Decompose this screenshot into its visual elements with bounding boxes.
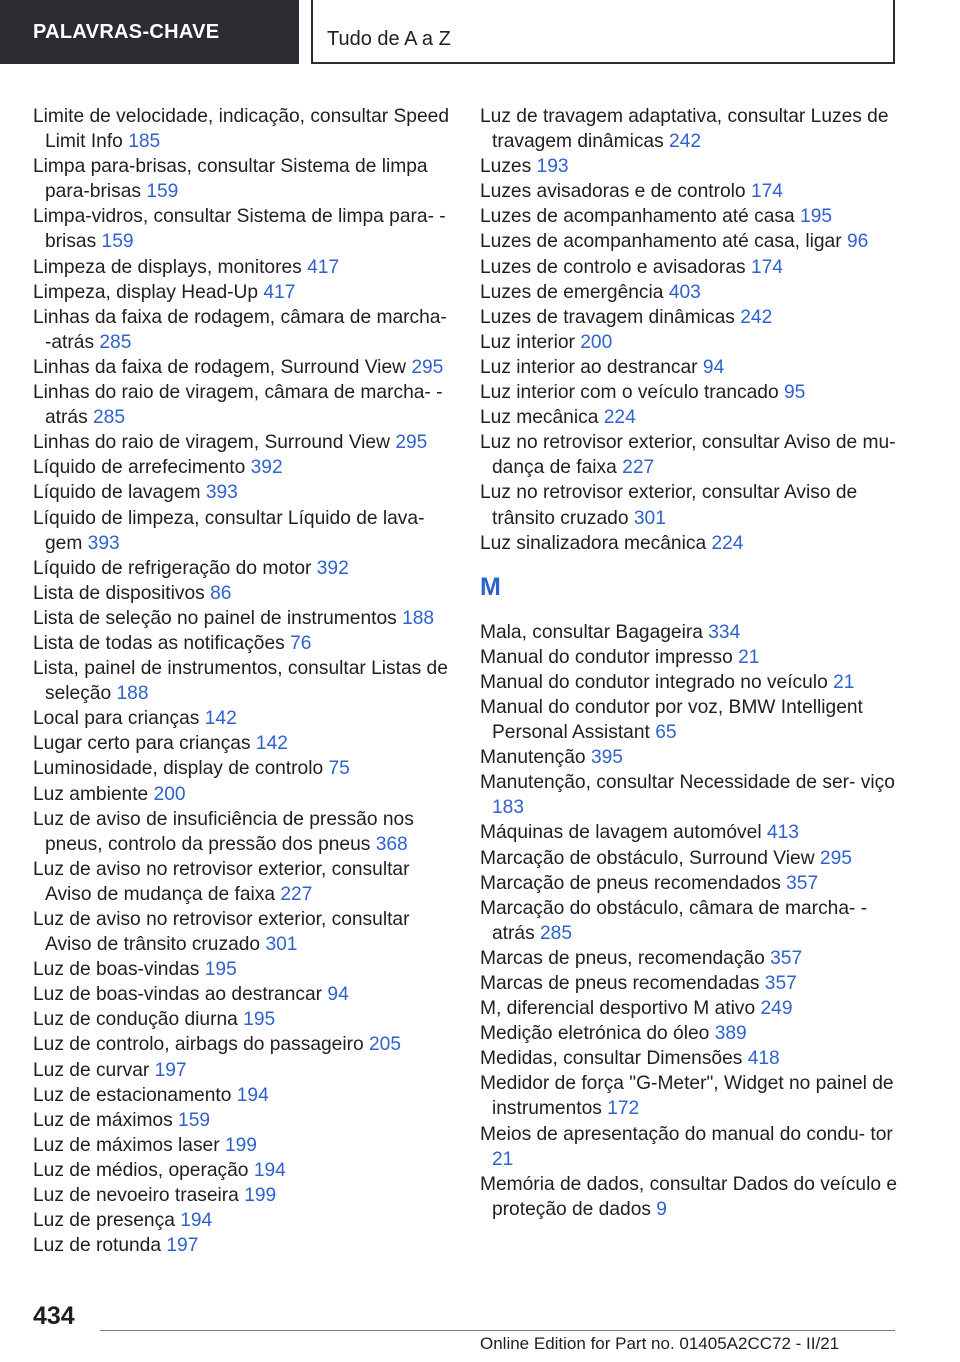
entry-term: Luz ambiente: [33, 783, 149, 805]
entry-term: Mala, consultar Bagageira: [480, 621, 703, 643]
page-link[interactable]: 199: [244, 1185, 277, 1207]
page-link[interactable]: 174: [750, 181, 783, 203]
entry-term: Memória de dados, consultar Dados do veículo e proteção de dados: [480, 1173, 898, 1220]
index-entry: [480, 480, 902, 530]
page-link[interactable]: 95: [783, 382, 806, 404]
index-entry: [33, 1108, 453, 1133]
index-entry: [480, 1071, 902, 1121]
entry-term: Luzes de emergência: [480, 281, 664, 303]
entry-term: Luz interior: [480, 331, 575, 353]
entry-term: Luz de médios, operação: [33, 1159, 249, 1181]
index-entry: [33, 807, 453, 857]
page-link[interactable]: 392: [250, 457, 283, 479]
subsection-tab[interactable]: Tudo de A a Z: [311, 0, 895, 64]
index-group-m: [480, 620, 902, 1222]
entry-term: Local para crianças: [33, 708, 200, 730]
entry-term: Luzes de acompanhamento até casa, ligar: [480, 231, 842, 253]
index-entry: [33, 104, 453, 154]
page-link[interactable]: 96: [846, 231, 869, 253]
page-link[interactable]: 417: [307, 256, 340, 278]
index-entry: [33, 380, 453, 430]
page-link[interactable]: 142: [255, 733, 288, 755]
page-link[interactable]: 193: [536, 156, 569, 178]
page-link[interactable]: 295: [411, 356, 444, 378]
page-link[interactable]: 417: [263, 281, 296, 303]
page-link[interactable]: 224: [711, 532, 744, 554]
entry-term: Manual do condutor por voz, BMW Intelligent Personal Assistant: [480, 696, 863, 744]
page-link[interactable]: 159: [101, 231, 134, 253]
entry-term: Luzes avisadoras e de controlo: [480, 181, 746, 203]
page-link[interactable]: 188: [402, 607, 435, 629]
page-link[interactable]: 242: [669, 131, 702, 153]
page-link[interactable]: 413: [766, 822, 799, 844]
entry-term: Luz no retrovisor exterior, consultar Aviso de mu- dança de faixa: [480, 432, 896, 479]
page-link[interactable]: 242: [740, 306, 773, 328]
entry-term: Lista de seleção no painel de instrumentos: [33, 607, 397, 629]
page-link[interactable]: 227: [280, 883, 313, 905]
entry-term: Líquido de arrefecimento: [33, 457, 246, 479]
page-link[interactable]: 94: [702, 356, 725, 378]
entry-term: Luzes: [480, 156, 532, 178]
page-link[interactable]: 227: [622, 457, 655, 479]
index-entry: [480, 946, 902, 971]
page-link[interactable]: 357: [770, 947, 803, 969]
page-link[interactable]: 295: [395, 432, 428, 454]
page-link[interactable]: 285: [93, 407, 126, 429]
entry-term: Linhas da faixa de rodagem, câmara de marcha- -atrás: [33, 306, 447, 353]
entry-term: Luz de controlo, airbags do passageiro: [33, 1034, 364, 1056]
page-number: 434: [33, 1302, 75, 1330]
entry-term: Luz no retrovisor exterior, consultar Aviso de trânsito cruzado: [480, 482, 858, 529]
index-entry: [33, 355, 453, 380]
page-link[interactable]: 357: [764, 973, 797, 994]
page-link[interactable]: 194: [253, 1159, 286, 1181]
entry-term: Luz de travagem adaptativa, consultar Luzes de travagem dinâmicas: [480, 106, 889, 153]
index-column-right: [480, 104, 902, 1222]
entry-term: Máquinas de lavagem automóvel: [480, 822, 762, 844]
entry-term: Meios de apresentação do manual do condu- tor: [480, 1123, 893, 1145]
index-entry: [480, 1172, 902, 1222]
entry-term: Líquido de lavagem: [33, 482, 201, 504]
index-entry: [33, 1158, 453, 1183]
entry-term: Luz de máximos laser: [33, 1134, 220, 1156]
entry-term: Medição eletrónica do óleo: [480, 1023, 710, 1045]
page-link[interactable]: 200: [153, 783, 186, 805]
index-entry: [480, 531, 902, 556]
entry-term: Manual do condutor integrado no veículo: [480, 671, 828, 693]
entry-term: Líquido de limpeza, consultar Líquido de lava- gem: [33, 507, 425, 554]
index-entry: [33, 756, 453, 781]
page-link[interactable]: 334: [708, 621, 741, 643]
page-link[interactable]: 172: [607, 1098, 640, 1120]
entry-term: Luz de curvar: [33, 1059, 150, 1081]
entry-term: Limpa para-brisas, consultar Sistema de limpa para-brisas: [33, 156, 428, 203]
index-entry: [33, 154, 453, 204]
index-entry: [480, 1021, 902, 1046]
index-entry: [480, 820, 902, 845]
entry-term: Marcas de pneus recomendadas: [480, 973, 760, 994]
index-entry: [33, 1208, 453, 1233]
entry-term: Líquido de refrigeração do motor: [33, 557, 312, 579]
index-entry: [480, 695, 902, 745]
page-link[interactable]: 200: [580, 331, 613, 353]
page-link[interactable]: 188: [116, 683, 149, 705]
page-link[interactable]: 224: [603, 407, 636, 429]
page-link[interactable]: 197: [166, 1235, 199, 1257]
page-link[interactable]: 403: [668, 281, 701, 303]
page-link[interactable]: 194: [180, 1210, 213, 1232]
entry-term: Linhas do raio de viragem, câmara de marcha- -atrás: [33, 382, 443, 429]
entry-term: Marcas de pneus, recomendação: [480, 947, 765, 969]
index-entry: [33, 857, 453, 907]
page-link[interactable]: 65: [655, 722, 677, 744]
page-link[interactable]: 195: [243, 1009, 276, 1031]
entry-term: Manual do condutor impresso: [480, 646, 733, 668]
index-entry: [33, 706, 453, 731]
index-entry: [480, 430, 902, 480]
page-link[interactable]: 75: [328, 758, 350, 780]
entry-term: Limpeza, display Head-Up: [33, 281, 259, 303]
entry-term: Manutenção, consultar Necessidade de ser- viço: [480, 772, 895, 794]
page-link[interactable]: 418: [747, 1048, 780, 1070]
page-link[interactable]: 249: [760, 998, 793, 1020]
index-entry: [33, 656, 453, 706]
page-header: [0, 0, 960, 66]
index-entry: [33, 1233, 453, 1258]
index-entry: [33, 581, 453, 606]
page-link[interactable]: 9: [656, 1198, 667, 1220]
index-entry: [33, 982, 453, 1007]
index-entry: [33, 1058, 453, 1083]
index-entry: [480, 179, 902, 204]
index-entry: [480, 330, 902, 355]
index-entry: [33, 606, 453, 631]
index-entry: [480, 620, 902, 645]
page-link[interactable]: 197: [154, 1059, 187, 1081]
entry-term: Linhas da faixa de rodagem, Surround View: [33, 356, 406, 378]
entry-term: Luz de rotunda: [33, 1235, 162, 1257]
index-entry: [480, 255, 902, 280]
index-entry: [33, 782, 453, 807]
index-entry: [33, 204, 453, 254]
index-entry: [33, 1032, 453, 1057]
index-entry: [33, 731, 453, 756]
page-link[interactable]: 86: [210, 582, 232, 604]
index-entry: [480, 405, 902, 430]
index-entry: [480, 971, 902, 996]
index-entry: [480, 305, 902, 330]
page-link[interactable]: 295: [819, 847, 852, 869]
page-link[interactable]: 301: [633, 507, 666, 529]
page-link[interactable]: 195: [204, 959, 237, 981]
index-entry: [480, 355, 902, 380]
page-link[interactable]: 285: [99, 331, 132, 353]
entry-term: Luzes de acompanhamento até casa: [480, 206, 795, 228]
entry-term: Limite de velocidade, indicação, consultar Speed Limit Info: [33, 106, 449, 153]
entry-term: Luz de aviso de insuficiência de pressão nos pneus, controlo da pressão dos pneus: [33, 808, 414, 855]
entry-term: Limpa-vidros, consultar Sistema de limpa para- -brisas: [33, 206, 446, 253]
entry-term: Lista, painel de instrumentos, consultar Listas de seleção: [33, 658, 448, 705]
index-entry: [33, 631, 453, 656]
footer-divider: [100, 1330, 895, 1331]
entry-term: Manutenção: [480, 747, 586, 769]
page-link[interactable]: 76: [290, 632, 312, 654]
index-entry: [480, 154, 902, 179]
index-entry: [33, 455, 453, 480]
index-entry: [480, 645, 902, 670]
page-link[interactable]: 21: [833, 671, 855, 693]
index-entry: [33, 1183, 453, 1208]
index-entry: [33, 957, 453, 982]
page-link[interactable]: 357: [786, 872, 819, 894]
index-entry: [480, 204, 902, 229]
entry-term: Luz de condução diurna: [33, 1009, 238, 1031]
entry-term: Linhas do raio de viragem, Surround View: [33, 432, 390, 454]
index-entry: [33, 556, 453, 581]
index-entry: [480, 745, 902, 770]
page-link[interactable]: 183: [492, 797, 525, 819]
index-entry: [33, 480, 453, 505]
page-link[interactable]: 199: [224, 1134, 257, 1156]
page-link[interactable]: 21: [738, 646, 760, 668]
index-entry: [480, 670, 902, 695]
entry-term: Luz sinalizadora mecânica: [480, 532, 707, 554]
entry-term: Luzes de travagem dinâmicas: [480, 306, 735, 328]
index-entry: [480, 770, 902, 820]
section-letter: M: [480, 572, 501, 601]
index-entry: [480, 896, 902, 946]
entry-term: Luz de boas-vindas: [33, 959, 200, 981]
entry-term: Luminosidade, display de controlo: [33, 758, 324, 780]
entry-term: Luz de máximos: [33, 1109, 173, 1131]
index-entry: [480, 1122, 902, 1172]
entry-term: Medidor de força "G-Meter", Widget no painel de instrumentos: [480, 1073, 894, 1120]
page-link[interactable]: 392: [316, 557, 349, 579]
edition-note: Online Edition for Part no. 01405A2CC72 - II/21: [480, 1334, 840, 1353]
entry-term: Luz de aviso no retrovisor exterior, consultar Aviso de trânsito cruzado: [33, 909, 410, 956]
page-link[interactable]: 368: [375, 833, 408, 855]
entry-term: Luzes de controlo e avisadoras: [480, 256, 746, 278]
entry-term: Luz de estacionamento: [33, 1084, 232, 1106]
index-entry: [33, 430, 453, 455]
page-link[interactable]: 205: [369, 1034, 402, 1056]
index-entry: [480, 380, 902, 405]
section-tab[interactable]: PALAVRAS-CHAVE: [0, 0, 299, 64]
page-link[interactable]: 395: [590, 747, 623, 769]
entry-term: Luz interior ao destrancar: [480, 356, 698, 378]
page-link[interactable]: 185: [128, 131, 161, 153]
page-link[interactable]: 159: [146, 181, 179, 203]
index-entry: [480, 104, 902, 154]
page-link[interactable]: 285: [540, 922, 573, 944]
index-entry: [33, 907, 453, 957]
index-entry: [33, 1007, 453, 1032]
page-link[interactable]: 194: [236, 1084, 269, 1106]
page-link[interactable]: 142: [204, 708, 237, 730]
index-entry: [480, 996, 902, 1021]
index-column-left: [33, 104, 453, 1258]
page-link[interactable]: 21: [492, 1148, 514, 1170]
page-link[interactable]: 393: [205, 482, 238, 504]
entry-term: Medidas, consultar Dimensões: [480, 1048, 743, 1070]
index-entry: [480, 280, 902, 305]
entry-term: Luz de aviso no retrovisor exterior, consultar Aviso de mudança de faixa: [33, 858, 410, 905]
entry-term: Lista de todas as notificações: [33, 632, 285, 654]
index-entry: [480, 846, 902, 871]
page-link[interactable]: 94: [327, 984, 349, 1006]
index-entry: [33, 280, 453, 305]
page-link[interactable]: 195: [800, 206, 833, 228]
entry-term: Luz mecânica: [480, 407, 599, 429]
entry-term: Luz interior com o veículo trancado: [480, 382, 779, 404]
entry-term: Lugar certo para crianças: [33, 733, 251, 755]
page-link[interactable]: 393: [87, 532, 120, 554]
entry-term: Lista de dispositivos: [33, 582, 205, 604]
index-entry: [480, 871, 902, 896]
entry-term: Marcação do obstáculo, câmara de marcha- -atrás: [480, 897, 868, 944]
page-link[interactable]: 389: [714, 1023, 747, 1045]
entry-term: Limpeza de displays, monitores: [33, 256, 302, 278]
index-entry: [33, 506, 453, 556]
index-entry: [480, 229, 902, 254]
page-link[interactable]: 159: [178, 1109, 211, 1131]
index-group-l: [480, 104, 902, 556]
page-link[interactable]: 301: [265, 934, 298, 956]
entry-term: Luz de nevoeiro traseira: [33, 1185, 239, 1207]
entry-term: Luz de boas-vindas ao destrancar: [33, 984, 323, 1006]
entry-term: Luz de presença: [33, 1210, 175, 1232]
index-entry: [33, 1083, 453, 1108]
index-entry: [33, 1133, 453, 1158]
entry-term: Marcação de obstáculo, Surround View: [480, 847, 815, 869]
entry-term: M, diferencial desportivo M ativo: [480, 998, 756, 1020]
index-entry: [33, 305, 453, 355]
index-entry: [480, 1046, 902, 1071]
index-entry: [33, 255, 453, 280]
entry-term: Marcação de pneus recomendados: [480, 872, 781, 894]
page-link[interactable]: 174: [750, 256, 783, 278]
